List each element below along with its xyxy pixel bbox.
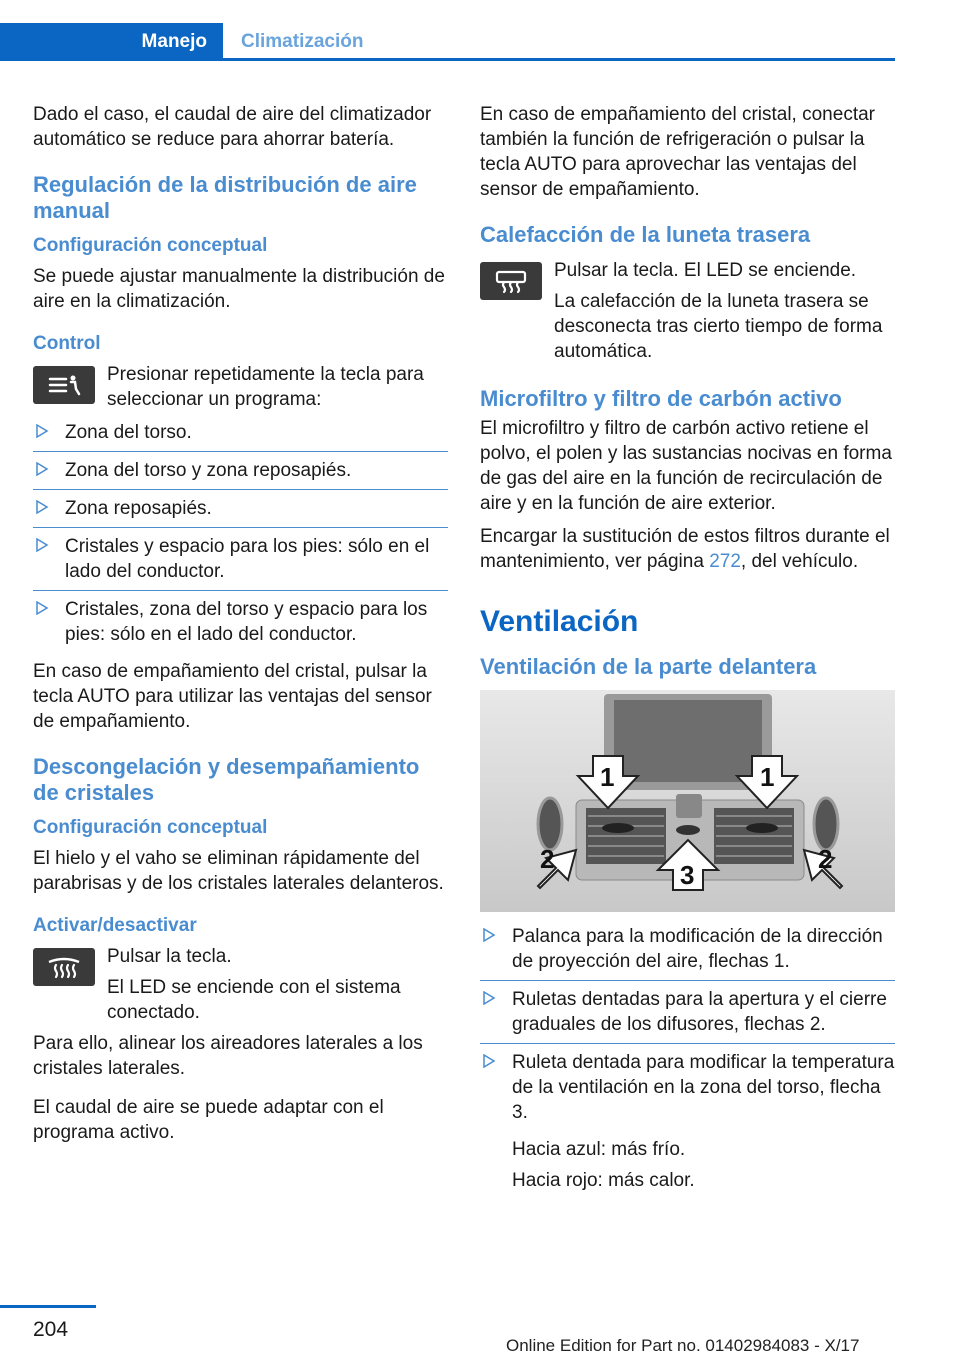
program-text: Zona del torso y zona reposapiés. xyxy=(65,460,352,481)
luneta-row xyxy=(480,258,895,364)
list-item xyxy=(480,1050,895,1131)
control-text: Presionar repetidamente la tecla para seleccionar un programa: xyxy=(107,364,424,410)
paragraph-encargar xyxy=(480,524,895,574)
figure-label-3: 3 xyxy=(680,860,695,890)
page-header xyxy=(0,0,895,62)
note-azul: Hacia azul: más frío. xyxy=(512,1139,686,1160)
luneta-line-2: La calefacción de la luneta trasera se desconecta tras cierto tiempo de forma automática. xyxy=(554,291,883,362)
luneta-line-1: Pulsar la tecla. El LED se enciende. xyxy=(554,260,857,281)
defrost-key-icon xyxy=(33,948,95,986)
heading-activar: Activar/desactivar xyxy=(33,915,197,936)
heading-ventilacion-delantera: Ventilación de la parte delantera xyxy=(480,654,817,679)
encargar-text-b: , del vehículo. xyxy=(740,551,859,572)
paragraph-alinear: Para ello, alinear los aireadores laterales a los cristales laterales. xyxy=(33,1033,423,1079)
control-row xyxy=(33,362,448,412)
triangle-bullet-icon xyxy=(482,1054,496,1068)
figure-label-2b: 2 xyxy=(818,844,833,874)
heading-configuracion-1: Configuración conceptual xyxy=(33,235,268,256)
list-item xyxy=(33,420,448,452)
heading-descongelacion: Descongelación y desempañamiento de cristales xyxy=(33,754,420,805)
activar-row xyxy=(33,944,448,1025)
dashboard-vents-figure xyxy=(480,690,895,912)
rear-window-heating-key-icon xyxy=(480,262,542,300)
paragraph-refrigeracion: En caso de empañamiento del cristal, conectar también la función de refrigeración o pulsar la tecla AUTO para aprovechar las ventajas del sensor de empañamiento. xyxy=(480,104,875,200)
figure-label-1a: 1 xyxy=(600,762,615,792)
list-item xyxy=(480,924,895,981)
vent-item-text: Palanca para la modificación de la dirección de proyección del aire, flechas 1. xyxy=(512,926,883,972)
heading-luneta: Calefacción de la luneta trasera xyxy=(480,222,811,247)
triangle-bullet-icon xyxy=(35,601,49,615)
list-item xyxy=(33,458,448,490)
luneta-text xyxy=(554,258,895,364)
triangle-bullet-icon xyxy=(35,538,49,552)
triangle-bullet-icon xyxy=(482,991,496,1005)
right-column xyxy=(480,102,895,1199)
air-distribution-key-icon xyxy=(33,366,95,404)
page-number: 204 xyxy=(33,1318,69,1341)
paragraph-caudal: El caudal de aire se puede adaptar con el programa activo. xyxy=(33,1097,384,1143)
program-text: Zona del torso. xyxy=(65,422,192,443)
heading-microfiltro: Microfiltro y filtro de carbón activo xyxy=(480,386,842,411)
left-column xyxy=(33,102,448,1153)
footer-rule xyxy=(0,1305,96,1308)
page-link-272[interactable]: 272 xyxy=(709,551,741,572)
vent-item-text: Ruletas dentadas para la apertura y el cierre graduales de los difusores, flechas 2. xyxy=(512,989,887,1035)
list-item xyxy=(33,534,448,591)
triangle-bullet-icon xyxy=(35,500,49,514)
program-text: Cristales y espacio para los pies: sólo en el lado del conductor. xyxy=(65,536,430,582)
heading-control: Control xyxy=(33,333,101,354)
tab-climatizacion[interactable]: Climatización xyxy=(241,31,364,52)
list-item xyxy=(480,987,895,1044)
figure-label-2a: 2 xyxy=(540,844,555,874)
activar-text xyxy=(107,944,448,1025)
vent-item-text: Ruleta dentada para modificar la temperatura de la ventilación en la zona del torso, flecha 3. xyxy=(512,1052,895,1123)
edition-note: Online Edition for Part no. 01402984083 - X/17 xyxy=(506,1336,860,1355)
triangle-bullet-icon xyxy=(35,462,49,476)
paragraph-bateria: Dado el caso, el caudal de aire del climatizador automático se reduce para ahorrar batería. xyxy=(33,104,432,150)
heading-ventilacion: Ventilación xyxy=(480,605,639,638)
activar-line-2: El LED se enciende con el sistema conectado. xyxy=(107,977,401,1023)
paragraph-empanamiento: En caso de empañamiento del cristal, pulsar la tecla AUTO para utilizar las ventajas del sensor de empañamiento. xyxy=(33,661,432,732)
program-text: Zona reposapiés. xyxy=(65,498,212,519)
paragraph-configuracion-1: Se puede ajustar manualmente la distribución de aire en la climatización. xyxy=(33,266,445,312)
program-text: Cristales, zona del torso y espacio para los pies: sólo en el lado del conductor. xyxy=(65,599,428,645)
triangle-bullet-icon xyxy=(482,928,496,942)
heading-configuracion-2: Configuración conceptual xyxy=(33,817,268,838)
note-rojo: Hacia rojo: más calor. xyxy=(512,1170,695,1191)
vent-list xyxy=(480,924,895,1131)
program-list xyxy=(33,420,448,653)
activar-line-1: Pulsar la tecla. xyxy=(107,946,232,967)
triangle-bullet-icon xyxy=(35,424,49,438)
list-item xyxy=(33,496,448,528)
tab-manejo[interactable]: Manejo xyxy=(0,23,223,61)
list-item xyxy=(33,597,448,653)
heading-regulacion: Regulación de la distribución de aire manual xyxy=(33,172,417,223)
encargar-text-a: Encargar la sustitución de estos filtros durante el mantenimiento, ver página xyxy=(480,526,890,572)
paragraph-configuracion-2: El hielo y el vaho se eliminan rápidamente del parabrisas y de los cristales laterales delanteros. xyxy=(33,848,444,894)
figure-label-1b: 1 xyxy=(760,762,775,792)
paragraph-microfiltro: El microfiltro y filtro de carbón activo retiene el polvo, el polen y las sustancias nocivas en forma de gas del aire en la función de recirculación de aire y en la función de aire exterior. xyxy=(480,418,892,514)
